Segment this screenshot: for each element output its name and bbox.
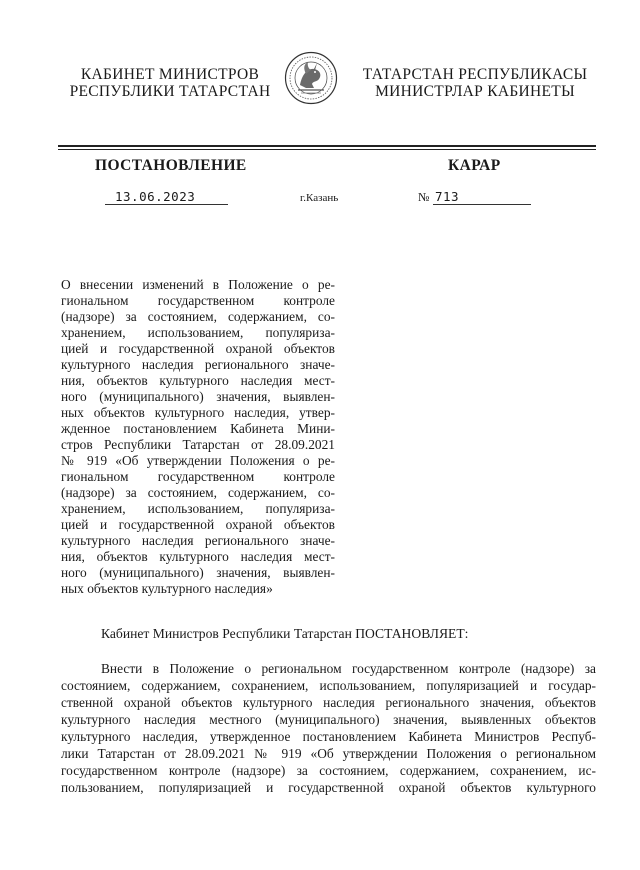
subject-line: культурного наследия регионального значе- bbox=[61, 357, 335, 372]
issuer-line-2: МИНИСТРЛАР КАБИНЕТЫ bbox=[375, 83, 575, 100]
subject-line: (надзоре) за состоянием, содержанием, со- bbox=[61, 309, 335, 324]
subject-line: стров Республики Татарстан от 28.09.2021 bbox=[61, 437, 335, 452]
body-line: ственной охраной объектов культурного наследия регионального значения, объектов bbox=[61, 695, 596, 710]
issuer-line-2: РЕСПУБЛИКИ ТАТАРСТАН bbox=[69, 83, 271, 100]
subject-line: хранением, использованием, популяриза- bbox=[61, 501, 335, 516]
body-paragraph bbox=[61, 660, 596, 796]
body-line: лики Татарстан от 28.09.2021 № 919 «Об утверждении Положения о региональном bbox=[61, 746, 596, 761]
document-city: г.Казань bbox=[300, 192, 339, 204]
subject-line: хранением, использованием, популяриза- bbox=[61, 325, 335, 340]
document-date: 13.06.2023 bbox=[105, 189, 228, 205]
body-line: пользованием, популяризацией и государственной охраной объектов культурного bbox=[61, 780, 596, 795]
issuer-name-tatar bbox=[360, 66, 590, 100]
subject-line: гиональном государственном контроле bbox=[61, 469, 335, 484]
body-line: культурного наследия местного (муниципального) значения, выявленных объектов bbox=[61, 712, 596, 727]
subject-line: ных объектов культурного наследия, утвер- bbox=[61, 405, 335, 420]
preamble: Кабинет Министров Республики Татарстан ПОСТАНОВЛЯЕТ: bbox=[101, 626, 469, 641]
subject-line: культурного наследия регионального значе- bbox=[61, 533, 335, 548]
issuer-name-russian bbox=[60, 66, 280, 100]
document-type-russian: ПОСТАНОВЛЕНИЕ bbox=[95, 157, 247, 174]
document-number: 713 bbox=[433, 189, 531, 205]
issuer-line-1: ТАТАРСТАН РЕСПУБЛИКАСЫ bbox=[362, 66, 588, 83]
body-line: состоянием, содержанием, сохранением, использованием, популяризацией и государ- bbox=[61, 678, 596, 693]
subject-line: ния, объектов культурного наследия мест- bbox=[61, 549, 335, 564]
subject-line: жденное постановлением Кабинета Мини- bbox=[61, 421, 335, 436]
number-sign: № bbox=[418, 190, 430, 204]
document-subject bbox=[61, 277, 335, 597]
header-rule-thick bbox=[58, 145, 596, 147]
subject-line: ния, объектов культурного наследия мест- bbox=[61, 373, 335, 388]
subject-line: (надзоре) за состоянием, содержанием, со- bbox=[61, 485, 335, 500]
subject-line: ного (муниципального) значения, выявлен- bbox=[61, 389, 335, 404]
body-line: культурного наследия, утвержденное постановлением Кабинета Министров Респуб- bbox=[61, 729, 596, 744]
header-rule-thin bbox=[58, 149, 596, 150]
subject-line: цией и государственной охраной объектов bbox=[61, 341, 335, 356]
subject-line: цией и государственной охраной объектов bbox=[61, 517, 335, 532]
issuer-line-1: КАБИНЕТ МИНИСТРОВ bbox=[80, 66, 260, 83]
subject-line: ных объектов культурного наследия» bbox=[61, 581, 273, 596]
subject-line: № 919 «Об утверждении Положения о ре- bbox=[61, 453, 335, 468]
document-type-tatar: КАРАР bbox=[448, 157, 501, 174]
body-line: государственном контроле (надзоре) за состоянием, содержанием, сохранением, ис- bbox=[61, 763, 596, 778]
subject-line: О внесении изменений в Положение о ре- bbox=[61, 277, 335, 292]
coat-of-arms-emblem bbox=[284, 50, 338, 106]
subject-line: ного (муниципального) значения, выявлен- bbox=[61, 565, 335, 580]
subject-line: гиональном государственном контроле bbox=[61, 293, 335, 308]
body-line: Внести в Положение о региональном государственном контроле (надзоре) за bbox=[101, 661, 596, 676]
